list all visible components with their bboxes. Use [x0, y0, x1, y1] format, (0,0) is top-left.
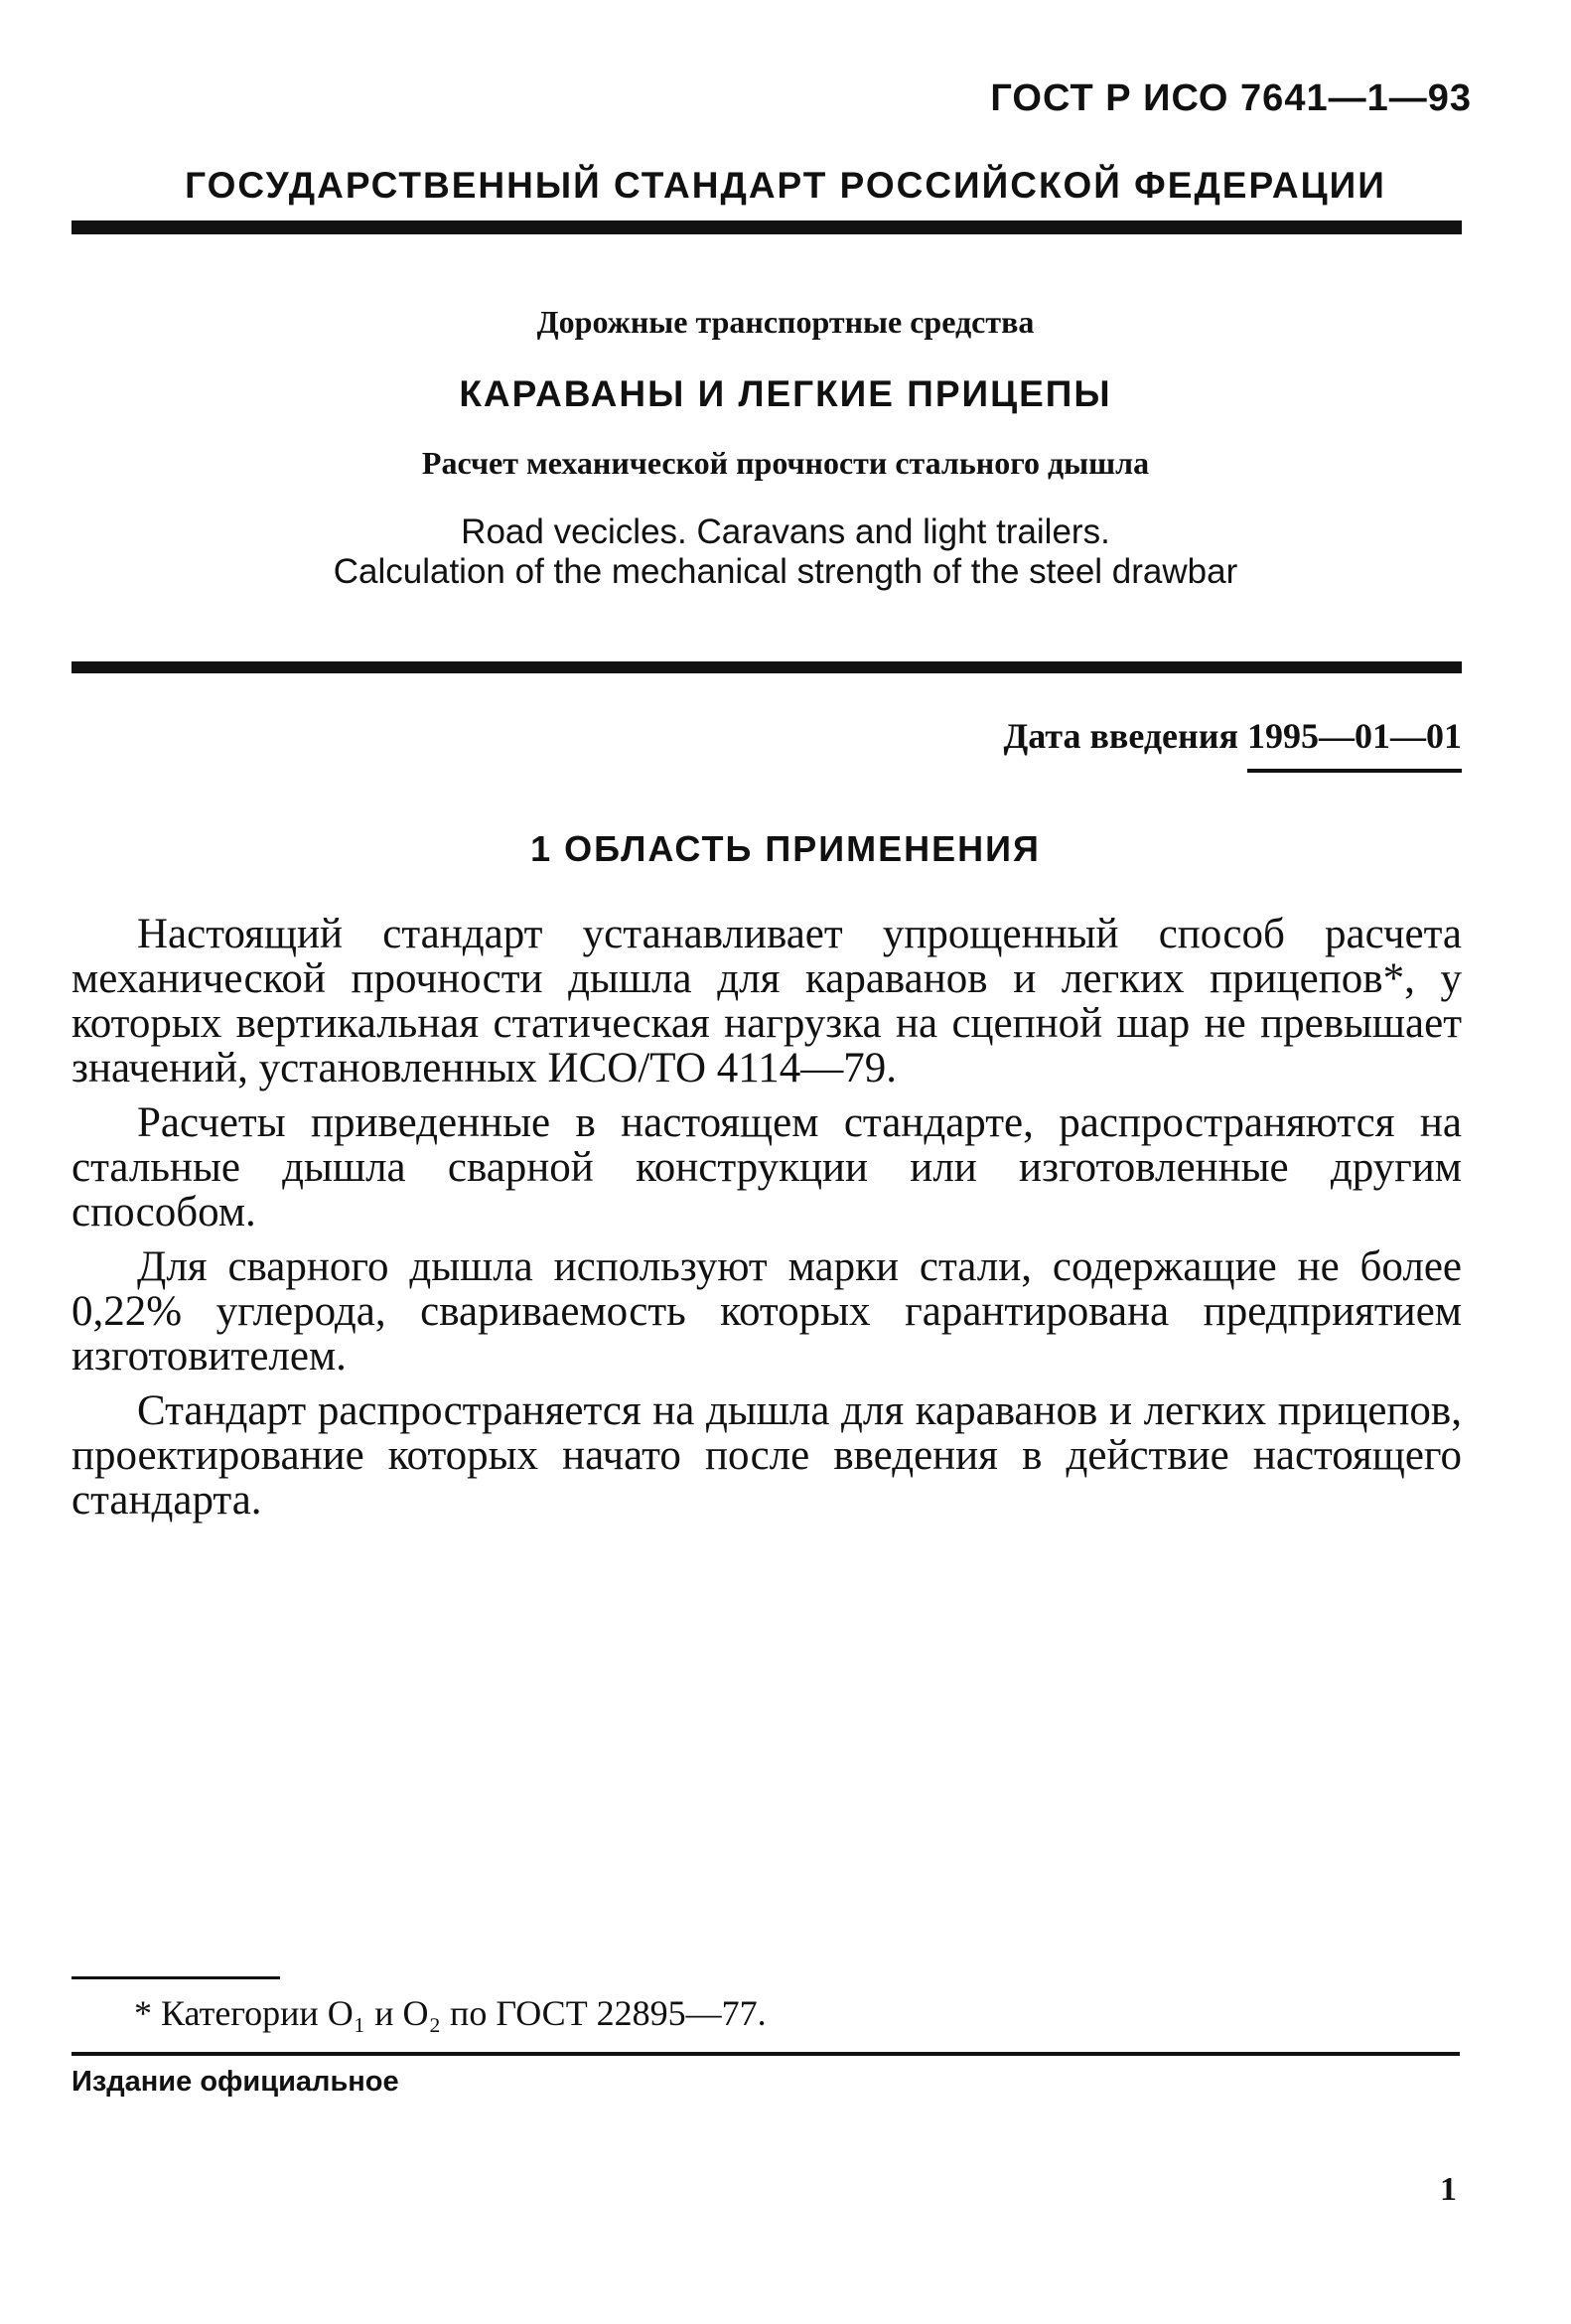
- section-body: [71, 912, 1462, 1532]
- paragraph: Расчеты приведенные в настоящем стандарте, распространяются на стальные дышла сварной конструкции или изготовленные другим способом.: [71, 1099, 1462, 1235]
- middle-divider: [71, 661, 1462, 673]
- document-number: ГОСТ Р ИСО 7641—1—93: [990, 77, 1472, 119]
- footer-divider: [71, 2052, 1460, 2056]
- state-standard-heading: ГОСУДАРСТВЕННЫЙ СТАНДАРТ РОССИЙСКОЙ ФЕДЕРАЦИИ: [185, 165, 1386, 206]
- paragraph: Для сварного дышла используют марки стали, содержащие не более 0,22% углерода, свариваемость которых гарантирована предприятием изготовителем.: [71, 1243, 1462, 1380]
- edition-label: Издание официальное: [71, 2066, 399, 2098]
- intro-date-label: Дата введения: [1003, 716, 1238, 756]
- paragraph: Настоящий стандарт устанавливает упрощенный способ расчета механической прочности дышла для караванов и легких прицепов*, у которых вертикальная статическая нагрузка на сцепной шар не превышает значений, установленных ИСО/ТО 4114—79.: [71, 911, 1462, 1091]
- page-number: 1: [1440, 2171, 1457, 2208]
- english-title: [0, 512, 1571, 592]
- intro-date-value: 1995—01—01: [1247, 715, 1462, 773]
- title-subject: Дорожные транспортные средства: [536, 304, 1035, 340]
- intro-date: [1004, 715, 1463, 773]
- english-title-line-1: Road vecicles. Caravans and light trailers.: [461, 512, 1110, 551]
- top-divider: [71, 220, 1462, 234]
- title-subtitle: Расчет механической прочности стального дышла: [421, 445, 1150, 481]
- footnote: * Категории O₁ и O₂ по ГОСТ 22895—77.: [134, 1993, 767, 2033]
- footnote-divider: [71, 1976, 280, 1979]
- english-title-line-2: Calculation of the mechanical strength of the steel drawbar: [333, 552, 1238, 591]
- title-main: КАРАВАНЫ И ЛЕГКИЕ ПРИЦЕПЫ: [459, 373, 1112, 414]
- paragraph: Стандарт распространяется на дышла для караванов и легких прицепов, проектирование которых начато после введения в действие настоящего стандарта.: [71, 1387, 1462, 1524]
- section-heading: 1 ОБЛАСТЬ ПРИМЕНЕНИЯ: [530, 828, 1041, 869]
